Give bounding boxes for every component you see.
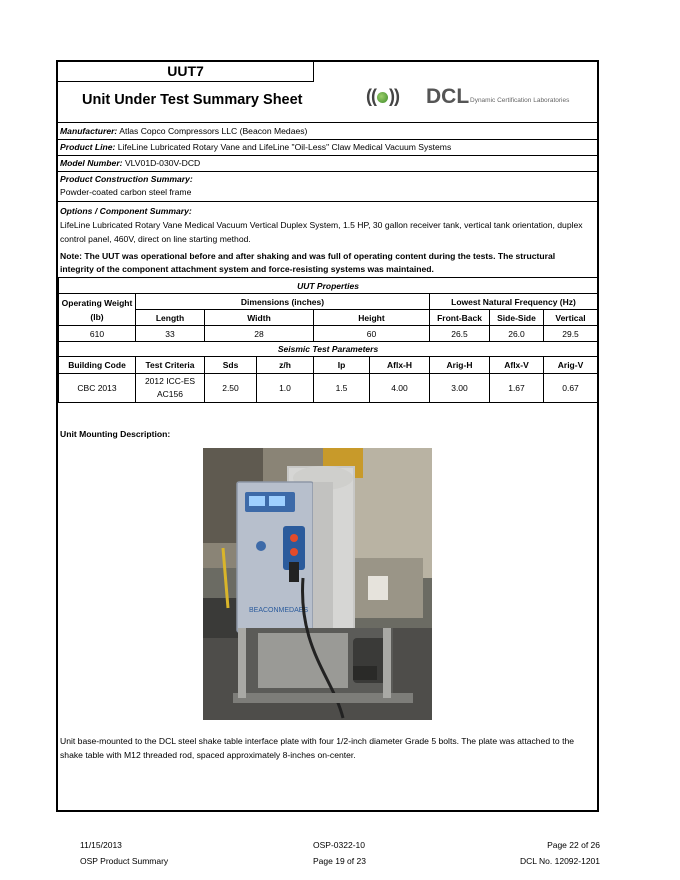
logo-waves: (( )): [366, 86, 399, 106]
construction-label: Product Construction Summary:: [60, 174, 193, 184]
vertical-header: Vertical: [544, 310, 598, 326]
mounting-label: Unit Mounting Description:: [60, 429, 171, 439]
dcl-logo: [366, 86, 594, 110]
aflx-h-value: 4.00: [370, 374, 430, 403]
footer-page-local: Page 19 of 23: [313, 856, 366, 866]
sheet-title: Unit Under Test Summary Sheet: [82, 92, 303, 108]
length-value: 33: [136, 326, 205, 342]
arig-h-value: 3.00: [430, 374, 490, 403]
options-label: Options / Component Summary:: [60, 206, 192, 216]
construction-row: [58, 171, 597, 201]
dimensions-header: Dimensions (inches): [136, 294, 430, 310]
model-number-row: [58, 155, 597, 171]
seismic-header-test-criteria: Test Criteria: [136, 357, 205, 374]
aflx-v-value: 1.67: [490, 374, 544, 403]
frequency-header: Lowest Natural Frequency (Hz): [430, 294, 598, 310]
photo-brand-text: BEACONMEDAES: [249, 607, 309, 614]
footer-doc: OSP-0322-10: [313, 840, 365, 850]
footer-summary: OSP Product Summary: [80, 856, 169, 866]
logo-dot-icon: [377, 92, 388, 103]
seismic-header-aflx-v: Aflx-V: [490, 357, 544, 374]
options-row: [58, 201, 597, 248]
seismic-header-sds: Sds: [205, 357, 257, 374]
mounting-description: Unit base-mounted to the DCL steel shake table interface plate with four 1/2-inch diameter Grade 5 bolts. The plate was attached to the shake table with M12 threaded rod, spaced approximately 8-inches on-center.: [60, 736, 575, 760]
footer-page-of: Page 22 of 26: [547, 840, 600, 850]
building-code-value: CBC 2013: [59, 374, 136, 403]
seismic-caption: Seismic Test Parameters: [59, 342, 598, 357]
footer-dcl-no: DCL No. 12092-1201: [519, 856, 600, 866]
manufacturer-value: Atlas Copco Compressors LLC (Beacon Medaes): [119, 126, 308, 136]
model-number-value: VLV01D-030V-DCD: [124, 158, 201, 168]
length-header: Length: [136, 310, 205, 326]
test-criteria-value: 2012 ICC-ES AC156: [136, 374, 205, 403]
model-number-label: Model Number:: [60, 158, 123, 168]
manufacturer-label: Manufacturer:: [60, 126, 118, 136]
height-header: Height: [314, 310, 430, 326]
options-value: LifeLine Lubricated Rotary Vane Medical Vacuum Vertical Duplex System, 1.5 HP, 30 gallon receiver tank, vertical tank orientation, duplex control panel, 460V, direct on line starting method.: [60, 220, 583, 244]
manufacturer-row: [58, 122, 597, 139]
seismic-header-arig-v: Arig-V: [544, 357, 598, 374]
product-line-row: [58, 139, 597, 155]
side-side-value: 26.0: [490, 326, 544, 342]
ip-value: 1.5: [314, 374, 370, 403]
arig-v-value: 0.67: [544, 374, 598, 403]
seismic-header-aflx-h: Aflx-H: [370, 357, 430, 374]
front-back-header: Front-Back: [430, 310, 490, 326]
uut-id: UUT7: [58, 62, 314, 82]
width-header: Width: [205, 310, 314, 326]
operating-weight-header: Operating Weight (lb): [59, 294, 136, 326]
construction-value: Powder-coated carbon steel frame: [60, 187, 192, 197]
seismic-header-arig-h: Arig-H: [430, 357, 490, 374]
unit-photo: [203, 448, 432, 720]
note-row: Note: The UUT was operational before and after shaking and was full of operating content during the tests. The structural integrity of the component attachment system and force-resisting systems was maintained.: [60, 251, 556, 274]
height-value: 60: [314, 326, 430, 342]
footer-date: 11/15/2013: [80, 840, 122, 850]
logo-text: DCL: [426, 85, 470, 108]
summary-sheet: [56, 60, 599, 812]
product-line-label: Product Line:: [60, 142, 116, 152]
weight-value: 610: [59, 326, 136, 342]
seismic-header-ip: Ip: [314, 357, 370, 374]
product-line-value: LifeLine Lubricated Rotary Vane and LifeLine "Oil-Less" Claw Medical Vacuum Systems: [117, 142, 452, 152]
vertical-value: 29.5: [544, 326, 598, 342]
uut-properties-table: [58, 277, 598, 403]
logo-subtext: Dynamic Certification Laboratories: [470, 97, 570, 104]
zh-value: 1.0: [257, 374, 314, 403]
seismic-header-zh: z/h: [257, 357, 314, 374]
uut-properties-caption: UUT Properties: [59, 278, 598, 294]
front-back-value: 26.5: [430, 326, 490, 342]
sds-value: 2.50: [205, 374, 257, 403]
side-side-header: Side-Side: [490, 310, 544, 326]
width-value: 28: [205, 326, 314, 342]
seismic-header-building-code: Building Code: [59, 357, 136, 374]
